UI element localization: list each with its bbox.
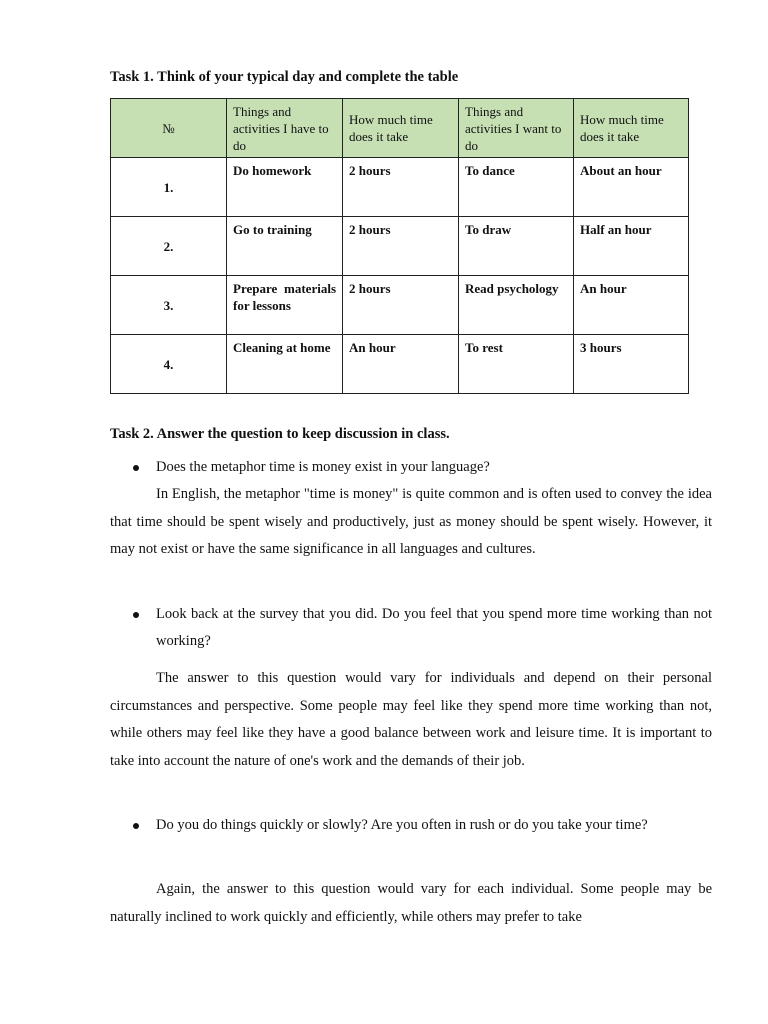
- header-time-have: How much time does it take: [343, 99, 459, 158]
- typical-day-table: [110, 98, 689, 394]
- row-number: 1.: [111, 158, 227, 217]
- question-bullet: [156, 601, 712, 655]
- table-row: [111, 335, 689, 394]
- row-number: 4.: [111, 335, 227, 394]
- header-activities-have: Things and activities I have to do: [227, 99, 343, 158]
- time-want-cell: 3 hours: [574, 335, 689, 394]
- time-want-cell: An hour: [574, 276, 689, 335]
- bullet-icon: [133, 823, 139, 829]
- table-row: [111, 217, 689, 276]
- activity-have-cell: Do homework: [227, 158, 343, 217]
- activity-have-cell: Cleaning at home: [227, 335, 343, 394]
- activity-want-cell: To rest: [459, 335, 574, 394]
- activity-want-cell: Read psychology: [459, 276, 574, 335]
- task2-heading: Task 2. Answer the question to keep discussion in class.: [110, 426, 450, 442]
- time-have-cell: 2 hours: [343, 217, 459, 276]
- row-number: 3.: [111, 276, 227, 335]
- bullet-icon: [133, 465, 139, 471]
- answer-paragraph: The answer to this question would vary for individuals and depend on their personal circumstances and perspective. Some people may feel like they spend more time working than not, while others may feel like they have a good balance between work and leisure time. It is important to take into account the nature of one's work and the demands of their job.: [110, 670, 712, 769]
- time-have-cell: 2 hours: [343, 158, 459, 217]
- header-number: №: [111, 99, 227, 158]
- question-text: Does the metaphor time is money exist in your language?: [156, 459, 490, 475]
- time-want-cell: Half an hour: [574, 217, 689, 276]
- header-time-want: How much time does it take: [574, 99, 689, 158]
- table-header-row: [111, 99, 689, 158]
- header-activities-want: Things and activities I want to do: [459, 99, 574, 158]
- time-want-cell: About an hour: [574, 158, 689, 217]
- activity-want-cell: To dance: [459, 158, 574, 217]
- question-text: Look back at the survey that you did. Do you feel that you spend more time working than not working?: [156, 606, 712, 649]
- table-row: [111, 276, 689, 335]
- time-have-cell: An hour: [343, 335, 459, 394]
- answer-paragraph: Again, the answer to this question would vary for each individual. Some people may be naturally inclined to work quickly and efficiently, while others may prefer to take: [110, 881, 712, 925]
- row-number: 2.: [111, 217, 227, 276]
- bullet-icon: [133, 612, 139, 618]
- question-bullet: [156, 812, 712, 839]
- answer-paragraph: In English, the metaphor "time is money" is quite common and is often used to convey the idea that time should be spent wisely and productively, just as money should be spent wisely. However, it may not exist or have the same significance in all languages and cultures.: [110, 486, 712, 558]
- table-row: [111, 158, 689, 217]
- question-bullet: [156, 454, 712, 481]
- activity-have-cell: Go to training: [227, 217, 343, 276]
- activity-have-cell: Prepare materials for lessons: [227, 276, 343, 335]
- time-have-cell: 2 hours: [343, 276, 459, 335]
- question-text: Do you do things quickly or slowly? Are you often in rush or do you take your time?: [156, 817, 648, 833]
- task1-heading: Task 1. Think of your typical day and complete the table: [110, 69, 459, 85]
- activity-want-cell: To draw: [459, 217, 574, 276]
